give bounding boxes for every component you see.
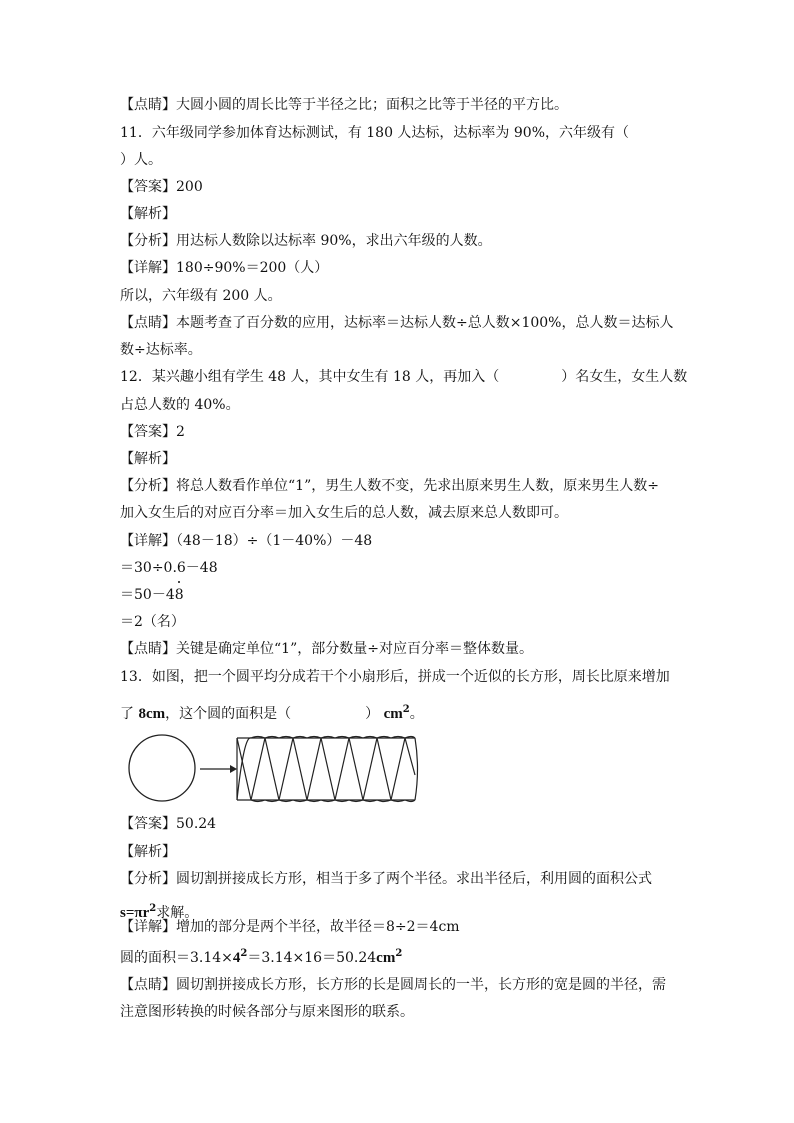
answer-label: 【答案】2: [120, 424, 185, 440]
area-calc-exponent: 2: [240, 948, 248, 959]
q13-unit-exponent: 2: [402, 704, 410, 715]
circle-shape: [129, 735, 195, 801]
key-point-line-2: 注意图形转换的时候各部分与原来图形的联系。: [120, 1004, 414, 1020]
detail-line-3-a: ＝50－4: [120, 587, 175, 603]
question-12-text-b: ）名女生，女生人数: [561, 369, 688, 385]
q13-unit: cm: [383, 706, 403, 722]
analysis-text: 【分析】用达标人数除以达标率 90%，求出六年级的人数。: [120, 233, 492, 249]
key-point-line-1: 【点睛】本题考查了百分数的应用，达标率＝达标人数÷总人数×100%，总人数＝达标人: [120, 315, 674, 331]
q13-increase-value: 8cm: [138, 706, 166, 722]
answer-label: 【答案】50.24: [120, 816, 217, 832]
detail-conclusion: 所以，六年级有 200 人。: [120, 288, 282, 304]
area-formula-exponent: 2: [149, 903, 157, 914]
detail-line-4: ＝2（名）: [120, 614, 185, 630]
rectangle-of-sectors: [237, 737, 418, 802]
circle-to-rectangle-diagram: [120, 730, 430, 810]
detail-line-2: [120, 945, 402, 967]
q13-text-a: 了: [120, 706, 134, 722]
question-12-line-1: [120, 368, 687, 386]
area-calc-unit-exponent: 2: [395, 948, 403, 959]
text-line: 【点睛】大圆小圆的周长比等于半径之比；面积之比等于半径的平方比。: [120, 97, 568, 113]
detail-line-1: 【详解】增加的部分是两个半径，故半径＝8÷2＝4cm: [120, 919, 460, 935]
detail-line-3-b: 8: [174, 587, 184, 603]
area-calc-result: ＝3.14×16＝50.24: [247, 950, 377, 966]
key-point-line-1: 【点睛】圆切割拼接成长方形，长方形的长是圆周长的一半，长方形的宽是圆的半径，需: [120, 977, 666, 993]
analysis-label: 【解析】: [120, 451, 176, 467]
q13-text-g: 。: [409, 706, 424, 722]
q13-text-d: ）: [365, 706, 380, 722]
detail-text: 【详解】180÷90%＝200（人）: [120, 260, 329, 276]
detail-line-1: 【详解】（48－18）÷（1－40%）－48: [120, 533, 373, 549]
analysis-label: 【解析】: [120, 206, 176, 222]
analysis-label: 【解析】: [120, 844, 176, 860]
detail-line-3: [120, 586, 184, 604]
analysis-line-1: 【分析】将总人数看作单位“1”，男生人数不变，先求出原来男生人数，原来男生人数÷: [120, 478, 659, 494]
question-12-text-a: 12．某兴趣小组有学生 48 人，其中女生有 18 人，再加入（: [120, 369, 500, 385]
q13-text-c: ，这个圆的面积是（: [165, 706, 292, 722]
detail-line-2: ＝30÷0.6－48: [120, 560, 218, 576]
analysis-line-2: 加入女生后的对应百分率＝加入女生后的总人数，减去原来总人数即可。: [120, 505, 568, 521]
area-calc-radius: 4: [232, 950, 241, 966]
question-11-line-1: 11．六年级同学参加体育达标测试，有 180 人达标，达标率为 90%，六年级有（: [120, 125, 630, 141]
question-13-line-1: 13．如图，把一个圆平均分成若干个小扇形后，拼成一个近似的长方形，周长比原来增加: [120, 669, 670, 685]
key-point-text: 【点睛】关键是确定单位“1”，部分数量÷对应百分率＝整体数量。: [120, 641, 533, 657]
formula-suffix: 求解。: [156, 905, 199, 921]
answer-label: 【答案】200: [120, 179, 203, 195]
analysis-text: 【分析】圆切割拼接成长方形，相当于多了两个半径。求出半径后，利用圆的面积公式: [120, 871, 652, 887]
arrow-head: [230, 765, 237, 773]
question-12-line-2: 占总人数的 40%。: [120, 397, 240, 413]
area-formula: s=πr: [120, 905, 150, 921]
question-11-line-2: ）人。: [120, 152, 162, 168]
question-13-line-2: [120, 701, 424, 723]
area-calc-a: 圆的面积＝3.14×: [120, 950, 233, 966]
key-point-line-2: 数÷达标率。: [120, 342, 202, 358]
area-calc-unit: cm: [376, 950, 396, 966]
